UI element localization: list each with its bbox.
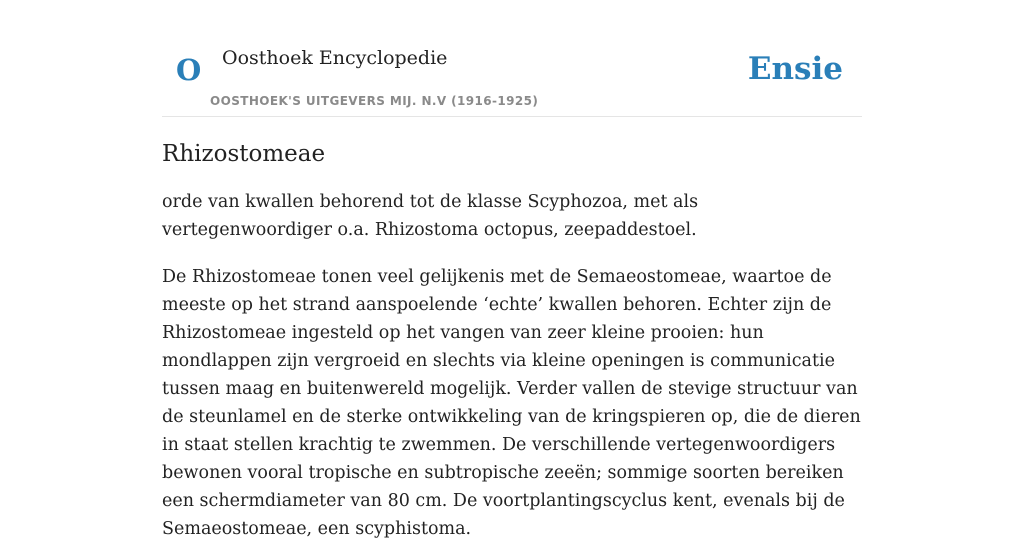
entry-content	[162, 136, 867, 543]
source-logo[interactable]: O	[176, 53, 202, 87]
entry-definition: orde van kwallen behorend tot de klasse Scyphozoa, met als vertegenwoordiger o.a. Rhizostoma octopus, zeepaddestoel.	[162, 192, 699, 240]
ensie-logo-link[interactable]: Ensie	[747, 51, 843, 87]
source-title-link[interactable]: Oosthoek Encyclopedie	[222, 47, 448, 69]
source-header	[162, 0, 862, 117]
source-publisher: OOSTHOEK'S UITGEVERS MIJ. N.V (1916-1925)	[210, 94, 539, 108]
entry-paragraph: De Rhizostomeae tonen veel gelijkenis met de Semaeostomeae, waartoe de meeste op het strand aanspoelende ‘echte’ kwallen behoren. Echter zijn de Rhizostomeae ingesteld op het vangen van zeer kleine prooien: hun mondlappen zijn vergroeid en slechts via kleine openingen is communicatie tussen maag en buitenwereld mogelijk. Verder vallen de stevige structuur van de steunlamel en de sterke ontwikkeling van de kringspieren op, die de dieren in staat stellen krachtig te zwemmen. De verschillende vertegenwoordigers bewonen vooral tropische en subtropische zeeën; sommige soorten bereiken een schermdiameter van 80 cm. De voortplantingscyclus kent, evenals bij de Semaeostomeae, een scyphistoma.	[162, 267, 861, 539]
entry-title: Rhizostomeae	[162, 141, 326, 167]
